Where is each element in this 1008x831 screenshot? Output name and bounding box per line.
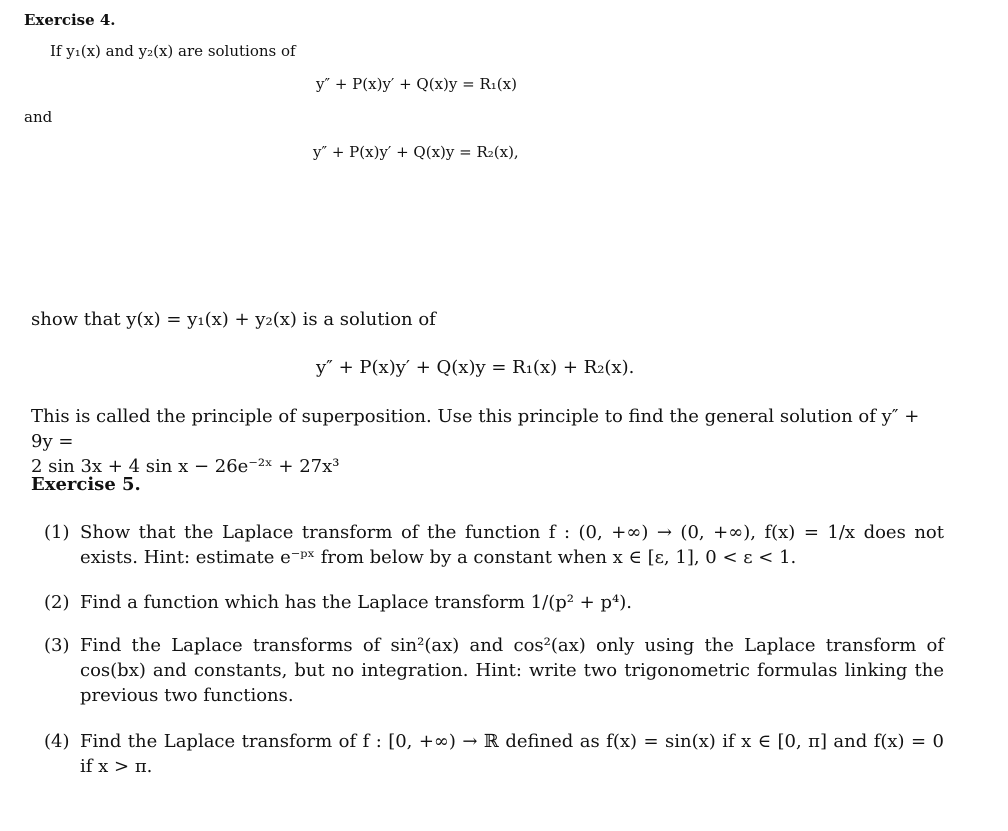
exercise-5-heading: Exercise 5. — [31, 474, 141, 495]
item-number: (1) — [44, 522, 70, 543]
superposition-paragraph — [31, 404, 946, 479]
superposition-line-1: This is called the principle of superposition. Use this principle to find the general solution of y″ + 9y = — [31, 406, 920, 452]
superposition-line-2: 2 sin 3x + 4 sin x − 26e⁻²ˣ + 27x³ — [31, 456, 340, 477]
exercise-4-show-statement: show that y(x) = y₁(x) + y₂(x) is a solution of — [31, 309, 436, 330]
exercise-5-item-3 — [44, 633, 944, 708]
item-text: Find a function which has the Laplace transform 1/(p² + p⁴). — [80, 592, 632, 613]
exercise-5-item-2 — [44, 590, 944, 615]
item-number: (3) — [44, 635, 70, 656]
exercise-4-intro: If y₁(x) and y₂(x) are solutions of — [50, 42, 296, 60]
exercise-5-item-4 — [44, 729, 944, 779]
exercise-4-heading: Exercise 4. — [24, 11, 116, 29]
connector-and: and — [24, 108, 53, 126]
equation-2: y″ + P(x)y′ + Q(x)y = R₂(x), — [313, 143, 519, 161]
exercise-5-item-1 — [44, 520, 944, 570]
item-text: Find the Laplace transform of f : [0, +∞) → ℝ defined as f(x) = sin(x) if x ∈ [0, π] and f(x) = 0 if x > π. — [80, 731, 944, 777]
item-number: (4) — [44, 731, 70, 752]
equation-3: y″ + P(x)y′ + Q(x)y = R₁(x) + R₂(x). — [316, 357, 635, 378]
item-text: Find the Laplace transforms of sin²(ax) and cos²(ax) only using the Laplace transform of cos(bx) and constants, but no integration. Hint: write two trigonometric formulas linking the previous two functions. — [80, 635, 944, 706]
equation-1: y″ + P(x)y′ + Q(x)y = R₁(x) — [316, 75, 517, 93]
item-text: Show that the Laplace transform of the function f : (0, +∞) → (0, +∞), f(x) = 1/x does not exists. Hint: estimate e⁻ᵖˣ from below by a constant when x ∈ [ε, 1], 0 < ε < 1. — [80, 522, 944, 568]
item-number: (2) — [44, 592, 70, 613]
